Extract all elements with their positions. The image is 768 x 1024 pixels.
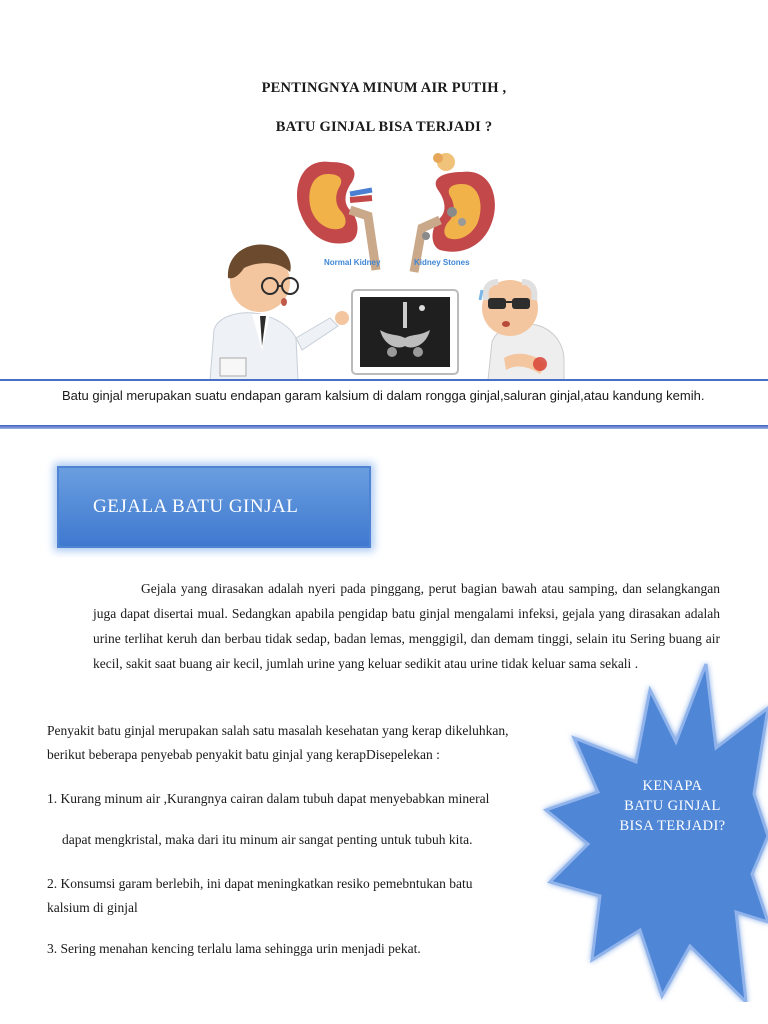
cause-2-line1: 2. Konsumsi garam berlebih, ini dapat meningkatkan resiko pemebntukan batu <box>47 876 473 891</box>
gejala-paragraph: Gejala yang dirasakan adalah nyeri pada pinggang, perut bagian bawah atau samping, dan selangkangan juga dapat disertai mual. Sedangkan apabila pengidap batu ginjal mengalami infeksi, gejala yang dirasakan adalah urine terlihat keruh dan berbau tidak sedap, badan lemas, menggigil, dan demam tinggi, selain itu Sering buang air kecil, sakit saat buang air kecil, jumlah urine yang keluar sedikit atau urine tidak keluar sama sekali . <box>93 581 720 671</box>
callout-line1: KENAPA <box>642 778 703 794</box>
cause-1-line1: 1. Kurang minum air ,Kurangnya cairan dalam tubuh dapat menyebabkan mineral <box>47 791 490 806</box>
causes-intro-line2: berikut beberapa penyebab penyakit batu ginjal yang kerapDisepelekan : <box>47 747 440 762</box>
causes-intro-line1: Penyakit batu ginjal merupakan salah satu masalah kesehatan yang kerap dikeluhkan, <box>47 723 509 738</box>
callout-line2: BATU GINJAL <box>624 798 721 814</box>
normal-kidney-label: Normal Kidney <box>324 258 381 267</box>
top-divider <box>0 379 768 381</box>
gejala-heading: GEJALA BATU GINJAL <box>93 496 299 517</box>
kidney-illustration <box>200 150 570 380</box>
callout-line3: BISA TERJADI? <box>619 818 726 834</box>
page-title-line1: PENTINGNYA MINUM AIR PUTIH , <box>261 80 507 96</box>
cause-1-line2: dapat mengkristal, maka dari itu minum air sangat penting untuk tubuh kita. <box>62 832 473 847</box>
patient-icon <box>480 280 564 380</box>
cause-3-line1: 3. Sering menahan kencing terlalu lama sehingga urin menjadi pekat. <box>47 941 421 956</box>
bottom-divider <box>0 425 768 429</box>
normal-kidney-icon <box>297 162 376 270</box>
callout-text <box>585 776 760 836</box>
kidney-stones-label: Kidney Stones <box>414 258 470 267</box>
xray-monitor-icon <box>352 290 458 374</box>
page-title-line2: BATU GINJAL BISA TERJADI ? <box>275 119 493 135</box>
intro-text: Batu ginjal merupakan suatu endapan garam kalsium di dalam rongga ginjal,saluran ginjal,atau kandung kemih. <box>62 388 705 403</box>
gejala-heading-box <box>57 466 371 548</box>
cause-2-line2: kalsium di ginjal <box>47 900 138 915</box>
kidney-stones-icon <box>414 153 495 272</box>
